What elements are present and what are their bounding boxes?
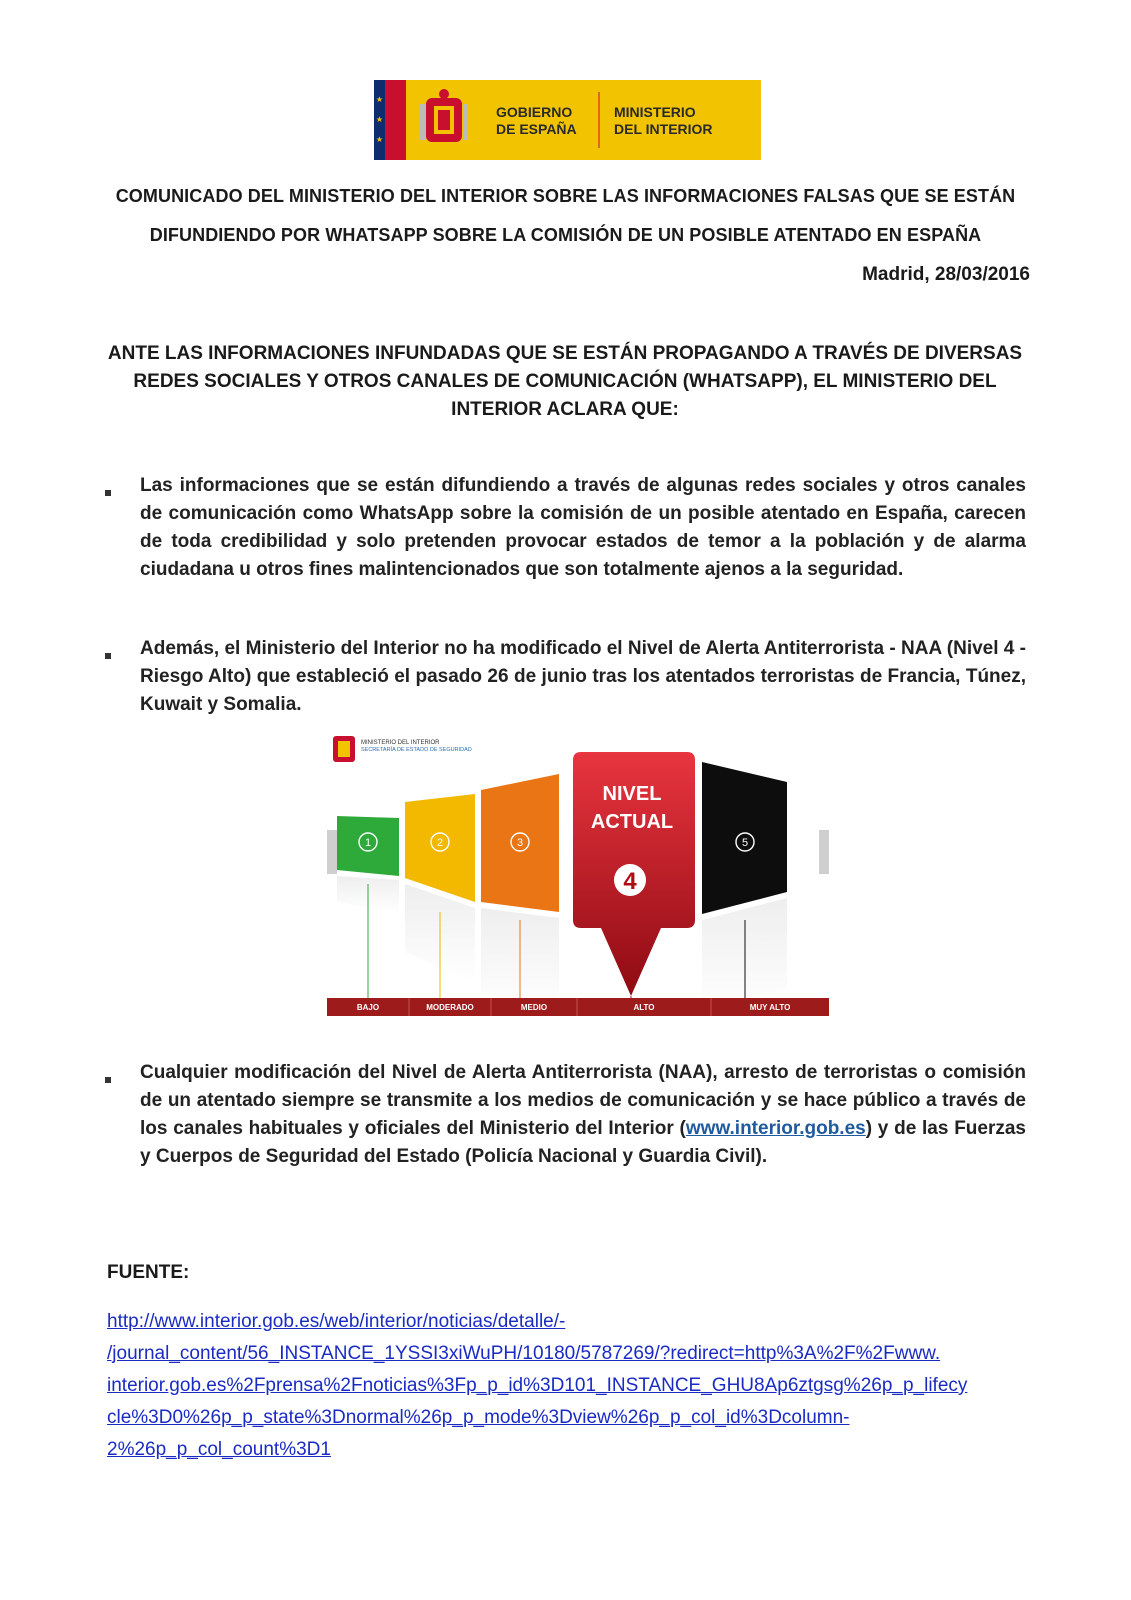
level-2-number: 2 <box>436 837 444 849</box>
level-5-number: 5 <box>741 837 749 849</box>
level-5-label: MUY ALTO <box>749 1003 791 1012</box>
current-level-label-1: NIVEL <box>602 783 662 805</box>
logo-gobierno-line1: GOBIERNO <box>496 104 573 120</box>
naa-header-line2: SECRETARÍA DE ESTADO DE SEGURIDAD <box>361 747 472 753</box>
source-url-line-4: cle%3D0%26p_p_state%3Dnormal%26p_p_mode%3Dview%26p_p_col_id%3Dcolumn- <box>107 1407 850 1428</box>
naa-header-line1: MINISTERIO DEL INTERIOR <box>361 740 440 746</box>
bullet-marker <box>105 1077 111 1083</box>
naa-ministry-emblem-icon <box>333 736 355 762</box>
svg-text:★: ★ <box>375 115 384 124</box>
bullet-paragraph-3 <box>140 1059 1026 1171</box>
svg-text:★: ★ <box>375 95 384 104</box>
level-2-label: MODERADO <box>426 1003 474 1012</box>
bullet-paragraph-1: Las informaciones que se están difundiendo a través de algunas redes sociales y otros canales de comunicación como WhatsApp sobre la comisión de un posible atentado en España, carecen de toda credibilidad y solo pretenden provocar estados de temor a la población y de alarma ciudadana u otros fines malintencionados que son totalmente ajenos a la seguridad. <box>140 475 1026 580</box>
svg-text:★: ★ <box>375 135 384 144</box>
current-level-number: 4 <box>623 868 637 895</box>
intro-statement: ANTE LAS INFORMACIONES INFUNDADAS QUE SE ESTÁN PROPAGANDO A TRAVÉS DE DIVERSAS REDES SOCIALES Y OTROS CANALES DE COMUNICACIÓN (WHATSAPP), EL MINISTERIO DEL INTERIOR ACLARA QUE: <box>107 343 1023 420</box>
bullet-3-text-after: ) y de las Fuerzas y Cuerpos de Seguridad del Estado (Policía Nacional y Guardia Civil). <box>140 1118 1026 1167</box>
document-title-line2: DIFUNDIENDO POR WHATSAPP SOBRE LA COMISIÓN DE UN POSIBLE ATENTADO EN ESPAÑA <box>149 225 982 245</box>
source-url-link[interactable] <box>107 1306 1027 1466</box>
level-3-number: 3 <box>516 837 524 849</box>
bullet-3-text-before: Cualquier modificación del Nivel de Alerta Antiterrorista (NAA), arresto de terroristas o comisión de un atentado siempre se transmite a los medios de comunicación y se hace público a través de los canales habituales y oficiales del Ministerio del Interior ( <box>140 1062 1026 1139</box>
level-1-number: 1 <box>364 837 372 849</box>
dateline: Madrid, 28/03/2016 <box>862 264 1030 285</box>
source-url-line-2: /journal_content/56_INSTANCE_1YSSI3xiWuPH/10180/5787269/?redirect=http%3A%2F%2Fwww. <box>107 1343 941 1364</box>
level-1-label: BAJO <box>356 1003 380 1012</box>
source-url-line-5: 2%26p_p_col_count%3D1 <box>107 1439 331 1460</box>
gobierno-de-espana-logo <box>374 80 761 160</box>
source-label: FUENTE: <box>107 1262 190 1283</box>
level-3-label: MEDIO <box>520 1003 548 1012</box>
naa-alert-level-graphic <box>327 740 829 1044</box>
interior-website-link[interactable]: www.interior.gob.es <box>685 1118 866 1139</box>
bullet-marker <box>105 653 111 659</box>
source-url-line-1: http://www.interior.gob.es/web/interior/noticias/detalle/- <box>107 1311 566 1332</box>
logo-gobierno-line2: DE ESPAÑA <box>496 121 577 137</box>
logo-ministerio-line2: DEL INTERIOR <box>614 121 713 137</box>
logo-ministerio-line1: MINISTERIO <box>614 104 696 120</box>
document-title-line1: COMUNICADO DEL MINISTERIO DEL INTERIOR SOBRE LAS INFORMACIONES FALSAS QUE SE ESTÁN <box>115 186 1016 206</box>
level-4-label: ALTO <box>633 1003 655 1012</box>
bullet-marker <box>105 490 111 496</box>
bullet-paragraph-2: Además, el Ministerio del Interior no ha modificado el Nivel de Alerta Antiterrorista - NAA (Nivel 4 - Riesgo Alto) que estableció el pasado 26 de junio tras los atentados terroristas de Francia, Túnez, Kuwait y Somalia. <box>140 638 1026 715</box>
current-level-label-2: ACTUAL <box>590 811 674 833</box>
source-url-line-3: interior.gob.es%2Fprensa%2Fnoticias%3Fp_p_id%3D101_INSTANCE_GHU8Ap6ztgsg%26p_p_lifecy <box>107 1375 968 1396</box>
